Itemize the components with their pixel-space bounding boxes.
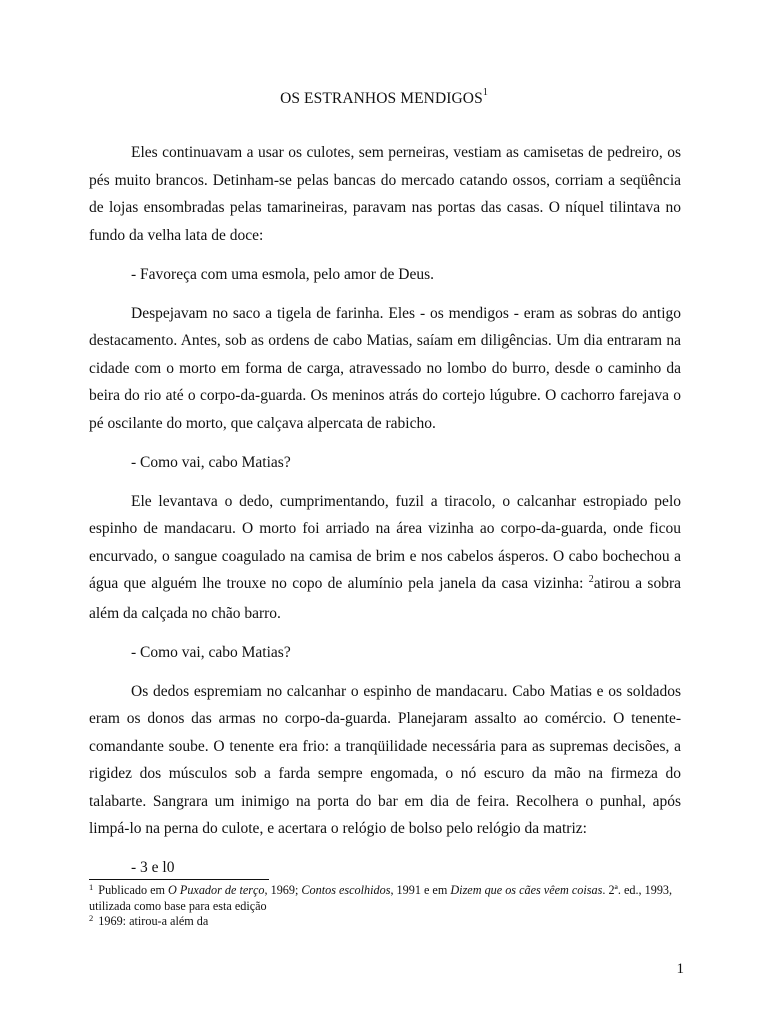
footnote-book-title: Contos escolhidos bbox=[301, 883, 391, 897]
body-text bbox=[89, 139, 681, 893]
dialog-line: - Favoreça com uma esmola, pelo amor de Deus. bbox=[131, 265, 435, 283]
footnote-separator bbox=[89, 879, 269, 880]
footnote-2 bbox=[89, 914, 689, 930]
footnote-book-title: Dizem que os cães vêem coisas bbox=[450, 883, 603, 897]
footnote-number: 2 bbox=[89, 913, 94, 923]
paragraph: Os dedos espremiam no calcanhar o espinho de mandacaru. Cabo Matias e os soldados eram os donos das armas no corpo-da-guarda. Planejaram assalto ao comércio. O tenente-comandante soube. O tenente era frio: a tranqüilidade necessária para as supremas decisões, a rigidez dos músculos sob a farda sempre engomada, o nó escuro da mão na firmeza do talabarte. Sangrara um inimigo na porta do bar em dia de feira. Recolhera o punhal, após limpá-lo na perna do culote, e acertara o relógio de bolso pelo relógio da matriz: bbox=[89, 682, 681, 837]
dialog-line: - 3 e l0 bbox=[131, 859, 175, 876]
title-footnote-mark: 1 bbox=[482, 87, 488, 98]
footnote-reference: 2 bbox=[588, 574, 594, 585]
paragraph-text: Ele levantava o dedo, cumprimentando, fuzil a tiracolo, o calcanhar estropiado pelo espinho de mandacaru. O morto foi arriado na área vizinha ao corpo-da-guarda, onde ficou encurvado, o sangue coagulado na camisa de brim e nos cabelos ásperos. O cabo bochechou a água que alguém lhe trouxe no copo de alumínio pela janela da casa vizinha: bbox=[89, 492, 681, 592]
footnotes bbox=[89, 883, 689, 930]
footnote-text: 1969: atirou-a além da bbox=[95, 914, 209, 928]
page-number: 1 bbox=[676, 961, 684, 977]
footnote-1 bbox=[89, 883, 689, 914]
paragraph bbox=[89, 488, 681, 628]
footnote-text: , 1969; bbox=[264, 883, 302, 897]
title-text: OS ESTRANHOS MENDIGOS bbox=[280, 90, 483, 107]
footnote-book-title: O Puxador de terço bbox=[168, 883, 265, 897]
footnote-text: , 1991 e em bbox=[390, 883, 451, 897]
footnote-number: 1 bbox=[89, 882, 94, 892]
paragraph-text: atirou a sobra além da calçada no chão barro. bbox=[89, 575, 681, 622]
paragraph: Eles continuavam a usar os culotes, sem perneiras, vestiam as camisetas de pedreiro, os pés muito brancos. Detinham-se pelas bancas do mercado catando ossos, corriam a seqüência de lojas ensombradas pelas tamarineiras, paravam nas portas das casas. O níquel tilintava no fundo da velha lata de doce: bbox=[89, 144, 681, 244]
paragraph: Despejavam no saco a tigela de farinha. Eles - os mendigos - eram as sobras do antigo destacamento. Antes, sob as ordens de cabo Matias, saíam em diligências. Um dia entraram na cidade com o morto em forma de carga, atravessado no lombo do burro, desde o caminho da beira do rio até o corpo-da-guarda. Os meninos atrás do cortejo lúgubre. O cachorro farejava o pé oscilante do morto, que calçava alpercata de rabicho. bbox=[89, 304, 681, 432]
dialog-line: - Como vai, cabo Matias? bbox=[131, 453, 291, 471]
dialog-line: - Como vai, cabo Matias? bbox=[131, 643, 291, 661]
footnote-text: . 2ª. ed., 1993, utilizada como base para esta edição bbox=[89, 883, 673, 913]
footnote-text: Publicado em bbox=[95, 883, 169, 897]
page-title bbox=[0, 87, 768, 108]
